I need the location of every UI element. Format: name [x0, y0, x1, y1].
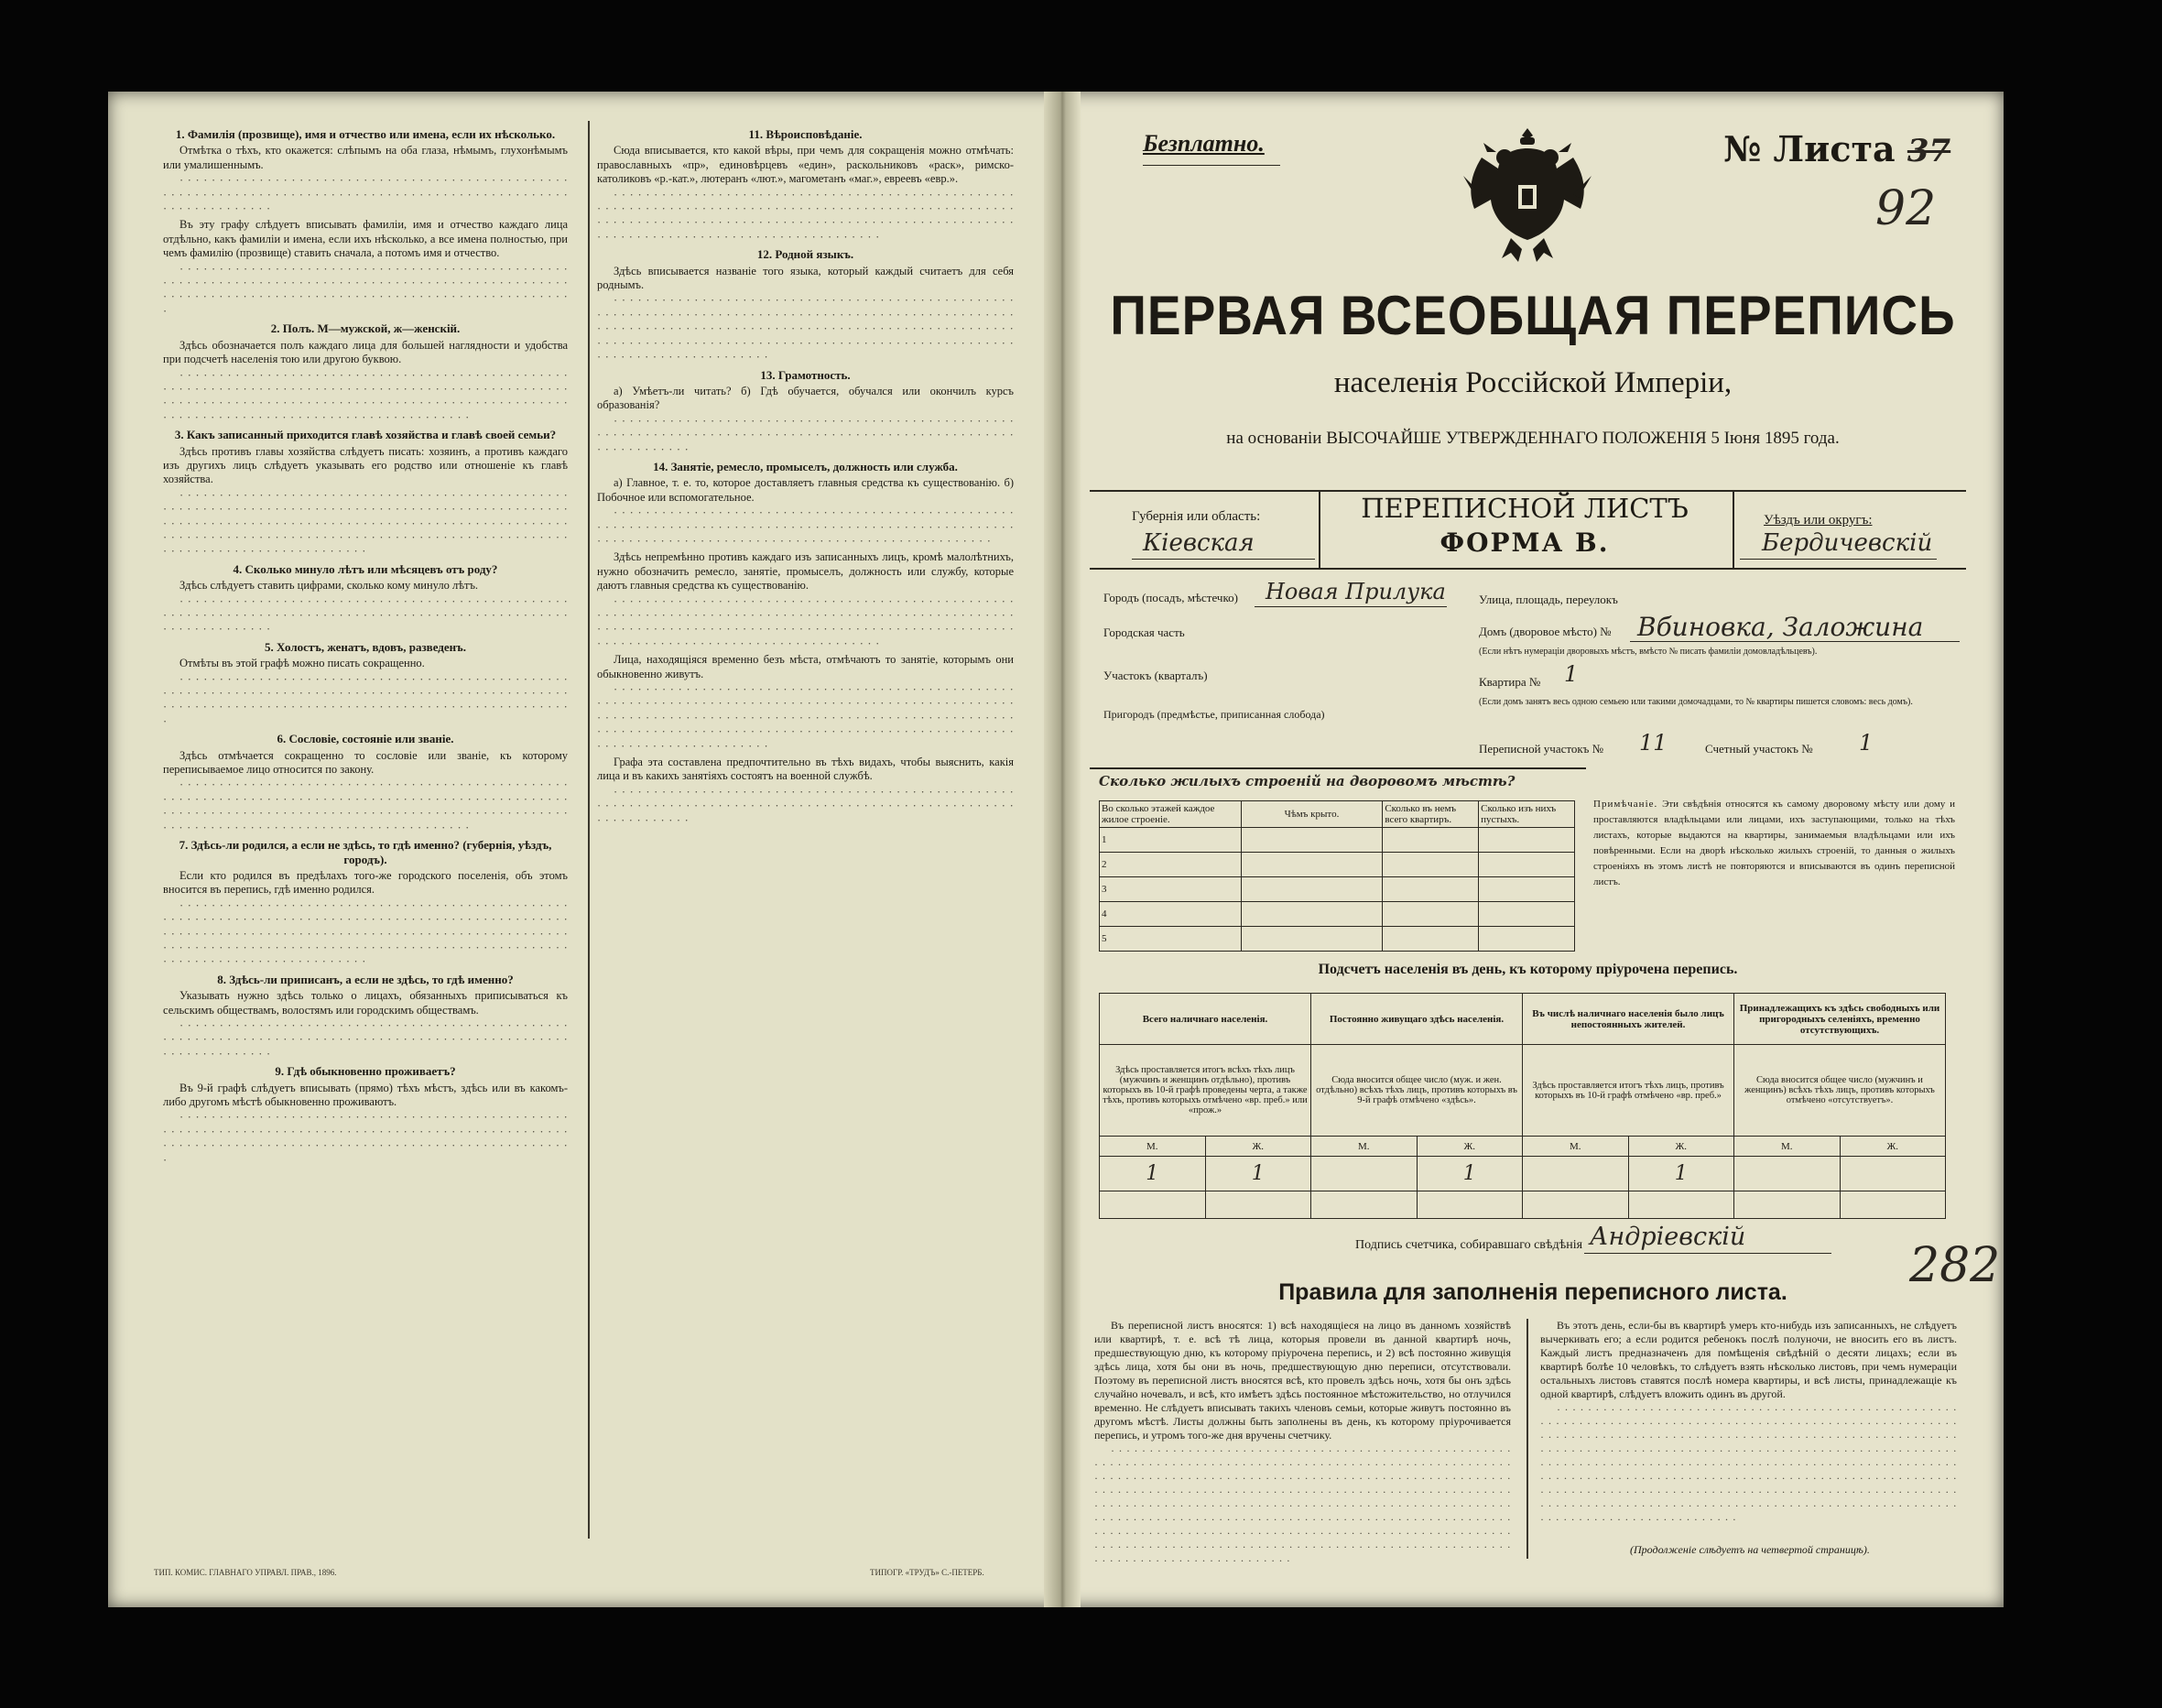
instruction-text: Отмѣтка о тѣхъ, кто окажется: слѣпымъ на оба глаза, нѣмымъ, глухонѣмымъ или умалишеннымъ.	[163, 144, 568, 171]
instruction-text: Здѣсь противъ главы хозяйства слѣдуетъ писать: хозяинъ, а противъ каждаго изъ другихъ лицъ слѣдуетъ указывать его родство или отношеніе къ главѣ хозяйства.	[163, 444, 568, 486]
buildings-heading: Сколько жилыхъ строеній на дворовомъ мѣстѣ?	[1099, 773, 1516, 789]
buildings-col1-header: Во сколько этажей каждое жилое строеніе.	[1100, 801, 1242, 828]
imprint-left: ТИП. КОМИС. ГЛАВНАГО УПРАВЛ. ПРАВ., 1896.	[154, 1568, 337, 1577]
instruction-text: Если кто родился въ предѣлахъ того-же городского поселенія, объ этомъ вносится въ перепись, гдѣ именно родился.	[163, 868, 568, 897]
count-col1-desc: Здѣсь проставляется итогъ всѣхъ тѣхъ лицъ (мужчинъ и женщинъ отдѣльно), противъ которыхъ въ 10-й графѣ проведены черта, а также тѣхъ, противъ которыхъ отмѣчено «вр. преб.» или «прож.»	[1100, 1045, 1311, 1137]
instruction-text: Графа эта составлена предпочтительно въ тѣхъ видахъ, чтобы выяснить, какія лица и въ какихъ занятіяхъ состоятъ на военной службѣ.	[597, 756, 1014, 783]
illegible-small-print: · · · · · · · · · · · · · · · · · · · · · · · · · · · · · · · · · · · · · · · · · · · · · · · · · · · · · · · · · · · · · · · · · · · · · · · · · · · · · · · · · · · · · · · · · · · · · · · · · · · · · · · · · · · · · · · · · · · · · · · · · · · · · · · · · · · · · · · · · · · · · · · · · · · · · · · ·	[597, 506, 1014, 548]
instruction-text: а) Умѣетъ-ли читать? б) Гдѣ обучается, обучался или окончилъ курсъ образованія?	[597, 384, 1014, 412]
illegible-small-print: · · · · · · · · · · · · · · · · · · · · · · · · · · · · · · · · · · · · · · · · · · · · · · · · · · · · · · · · · · · · · · · · · · · · · · · · · · · · · · · · · · · · · · · · · · · · · · · · · · · · · · · · · · · · · · · · · · · · · · · · · · · · · · · · · · · · · · · · · · · · · · · · · · · · · · · · · · · · · · · · · · · · · · · · · · · · · · · · · · · · · · · · · · · · · ·	[163, 368, 568, 424]
row-number: 4	[1100, 902, 1242, 927]
count-col4-title: Принадлежащихъ къ здѣсь свободныхъ или пригородныхъ селеніяхъ, временно отсутствующихъ.	[1734, 994, 1946, 1045]
census-section-label: Переписной участокъ №	[1479, 742, 1604, 756]
imprint-right: ТИПОГР. «ТРУДЪ» С.-ПЕТЕРБ.	[870, 1568, 984, 1577]
enumerator-signature: Андріевскій	[1590, 1223, 1746, 1251]
illegible-small-print: · · · · · · · · · · · · · · · · · · · · · · · · · · · · · · · · · · · · · · · · · · · · · · · · · · · · · · · · · · · · · · · · · · · · · · · · · · · · · · · · · · · · · · · · · · · · · · · · · · · · · · · · · · · · · · · · · · · · · · · · · · · · · · · · · · · · · · · · · · · · · · · · · · · · · · · · · · · · · · · · · · · · · · · · · · · · · · · · · · · · · · · · · · · · · · · · · · · · · · · · · · · · · · · · · · · · · · · · · · · · · · · · · · · ·	[597, 683, 1014, 753]
row-number: 1	[1100, 828, 1242, 853]
instruction-text: Здѣсь непремѣнно противъ каждаго изъ записанныхъ лицъ, кромѣ малолѣтнихъ, нужно обозначить ремесло, занятіе, промыселъ, должность или службу, которые даютъ главныя средства къ существованію.	[597, 550, 1014, 593]
instruction-text: Лица, находящіяся временно безъ мѣста, отмѣчаютъ то занятіе, которымъ они обыкновенно живутъ.	[597, 653, 1014, 680]
instruction-heading: 3. Какъ записанный приходится главѣ хозяйства и главѣ своей семьи?	[174, 428, 557, 442]
female-header: Ж.	[1205, 1137, 1311, 1157]
illegible-small-print: · · · · · · · · · · · · · · · · · · · · · · · · · · · · · · · · · · · · · · · · · · · · · · · · · · · · · · · · · · · · · · · · · · · · · · · · · · · · · · · · · · · · · · · · · · · · · · · · · · · · · · · · · · · · · · · · · · · · · · · · · · · · · · · · · · · · · · · · · · · · · · · · · · · · · · · ·	[163, 1111, 568, 1167]
instruction-heading: 12. Родной языкъ.	[756, 247, 854, 262]
table-row	[1100, 853, 1575, 877]
row-number: 3	[1100, 877, 1242, 902]
instruction-heading: 6. Сословіе, состояніе или званіе.	[277, 732, 454, 746]
illegible-small-print: · · · · · · · · · · · · · · · · · · · · · · · · · · · · · · · · · · · · · · · · · · · · · · · · · · · · · · · · · · · · · · · · · · · · · · · · · · · · · · · · · · · · · · · · · · · · · · · · · · · · · · · · · · · · · · · · · · · · · · · · · · · · · · · · · · · · · · · · · · · · · · · · · · · · · · · · · · · · · · · · · · · · · · · · · · · · · · · · · · · · · · · · · · · · · · · · · · · · · · · · · · · · · · · · · · · · · · · · · · · · · · · · · · · ·	[163, 898, 568, 969]
rules-continuation-2: · · · · · · · · · · · · · · · · · · · · · · · · · · · · · · · · · · · · · · · · · · · · · · · · · · · · · · · · · · · · · · · · · · · · · · · · · · · · · · · · · · · · · · · · · · · · · · · · · · · · · · · · · · · · · · · · · · · · · · · · · · · · · · · · · · · · · · · · · · · · · · · · · · · · · · · · · · · · · · · · · · · · · · · · · · · · · · · · · · · · · · · · · · · · · · · · · · · · · · · · · · · · · · · · · · · · · · · · · · · · · · · · · · · · · · · · · · · · · · · · · · · · · · · · · · · · · · · · · · · · · · · · · · · · · · · · · · · · · · · · · · · · · · · · · · · · · · · · · · · · · · · · · · · · · · · · · · · · · · · · · · · · · · · · · · · · · · · · · · · · · · · · · · · · · · · · · · · · · · · · · · · · · · · · · · · · · · · · · · · · · · · · · · · · · · · · · · · · · · · · · · · · · · · · · · · · · · · · · · · · · · · · · · · · · · · · · · · · · · · · · · · · · · · · · · · · · · · ·	[1540, 1403, 1957, 1526]
count-section-value: 1	[1859, 730, 1874, 756]
buildings-col3-header: Сколько въ немъ всего квартиръ.	[1383, 801, 1479, 828]
instruction-heading: 1. Фамилія (прозвище), имя и отчество или имена, если их нѣсколько.	[175, 127, 556, 141]
buildings-table	[1099, 800, 1575, 952]
female-header: Ж.	[1628, 1137, 1734, 1157]
count-value: 1	[1628, 1157, 1734, 1191]
note-title: Примѣчаніе.	[1593, 799, 1658, 810]
male-header: М.	[1523, 1137, 1629, 1157]
illegible-small-print: · · · · · · · · · · · · · · · · · · · · · · · · · · · · · · · · · · · · · · · · · · · · · · · · · · · · · · · · · · · · · · · · · · · · · · · · · · · · · · · · · · · · · · · · · · · · · · · · · · · · · · · · · · · · · · · · · ·	[597, 785, 1014, 827]
suburb-label: Пригородъ (предмѣстье, приписанная слобода)	[1103, 708, 1325, 721]
instruction-text: Указывать нужно здѣсь только о лицахъ, обязанныхъ приписываться къ сельскимъ обществамъ, волостямъ или городскимъ обществамъ.	[163, 989, 568, 1017]
yard-underline	[1630, 641, 1960, 642]
note-text: Эти свѣдѣнія относятся къ самому дворовому мѣсту или дому и проставляются владѣльцами или лицами, ихъ заступающими, только на тѣхъ листахъ, которые выдаются на квартиры, занимаемыя владѣльцами или ихъ повѣренными. Если на дворѣ нѣсколько жилыхъ строеній, то данныя о жилыхъ строеніяхъ въ этомъ листѣ не повторяются и вписываются въ одинъ переписной листъ.	[1593, 799, 1956, 887]
illegible-small-print: · · · · · · · · · · · · · · · · · · · · · · · · · · · · · · · · · · · · · · · · · · · · · · · · · · · · · · · · · · · · · · · · · · · · · · · · · · · · · · · · · · · · · · · · · · · · · · · · · · · · · · · · · · · · · · · · · ·	[163, 1018, 568, 1061]
instruction-text: Здѣсь вписывается названіе того языка, который каждый считаетъ для себя роднымъ.	[597, 264, 1014, 292]
rules-text-1: Въ переписной листъ вносятся: 1) всѣ находящіеся на лицо въ данномъ хозяйствѣ или квартирѣ, т. е. всѣ тѣ лица, которыя провели въ данной квартирѣ ночь, предшествующую дню, къ которому пріурочена перепись, и 2) всѣ постоянно живущія здѣсь лица, хотя бы они въ ночь, предшествующую дню переписи, отсутствовали. Поэтому въ переписной листъ вносятся всѣ, кто провелъ здѣсь ночь, хотя бы онъ здѣсь случайно ночевалъ, и всѣ, кто имѣетъ здѣсь постоянное мѣстожительство, но отлучился временно. Не слѣдуетъ вписывать такихъ членовъ семьи, которые живутъ постоянно въ другомъ мѣстѣ. Листы должны быть заполнены въ день, къ которому пріурочивается перепись, и утромъ того-же дня вручены счетчику.	[1094, 1319, 1511, 1441]
count-section-label: Счетный участокъ №	[1705, 742, 1813, 756]
instruction-heading: 13. Грамотность.	[760, 367, 851, 382]
instruction-text: Здѣсь отмѣчается сокращенно то сословіе или званіе, къ которому переписываемое лицо относится по закону.	[163, 748, 568, 777]
table-row	[1100, 902, 1575, 927]
instruction-heading: 11. Вѣроисповѣданіе.	[748, 127, 863, 141]
count-value	[1840, 1157, 1946, 1191]
illegible-small-print: · · · · · · · · · · · · · · · · · · · · · · · · · · · · · · · · · · · · · · · · · · · · · · · · · · · · · · · · · · · · · · · · · · · · · · · · · · · · · · · · · · · · · · · · · · · · · · · · · · · · · · · · · · · · · · · · · · · · · · · · · · · · · · · · · · · · · · · · · · · · · · · · · · · · · · · · · · · · · · · · · · · · · · · · · · · · · · · · · · · · · · · · · · · · · ·	[597, 594, 1014, 650]
yard-label: Домъ (дворовое мѣсто) №	[1479, 625, 1612, 638]
rules-column-1	[1094, 1319, 1511, 1567]
count-value	[1311, 1157, 1418, 1191]
instruction-heading: 14. Занятіе, ремесло, промыселъ, должность или служба.	[653, 459, 958, 473]
instruction-text: а) Главное, т. е. то, которое доставляетъ главныя средства къ существованію. б) Побочное или вспомогательное.	[597, 476, 1014, 504]
buildings-top-rule	[1090, 767, 1586, 771]
guberniya-underline	[1132, 559, 1315, 560]
double-headed-eagle-emblem	[1454, 121, 1601, 273]
illegible-small-print: · · · · · · · · · · · · · · · · · · · · · · · · · · · · · · · · · · · · · · · · · · · · · · · · · · · · · · · · · · · · · · · · · · · · · · · · · · · · · · · · · · · · · · · · · · · · · · · · · · · · · · · · · · · · · · · · · · · · · · · · · · · · · · · · · · · · · · · · · · · · · · · · · · · · · · · ·	[163, 672, 568, 728]
uezd-underline	[1740, 559, 1937, 560]
count-value: 1	[1205, 1157, 1311, 1191]
city-part-label: Городская часть	[1103, 626, 1185, 639]
district-label: Участокъ (кварталъ)	[1103, 669, 1208, 682]
sheet-number-struck: 37	[1907, 133, 1951, 169]
count-value	[1523, 1157, 1629, 1191]
rules-title: Правила для заполненія переписного листа.	[1278, 1279, 1787, 1305]
count-col2-desc: Сюда вносится общее число (муж. и жен. отдѣльно) всѣхъ тѣхъ лицъ, противъ которыхъ въ 9-й графѣ отмѣчено «здѣсь».	[1311, 1045, 1523, 1137]
illegible-small-print: · · · · · · · · · · · · · · · · · · · · · · · · · · · · · · · · · · · · · · · · · · · · · · · · · · · · · · · · · · · · · · · · · · · · · · · · · · · · · · · · · · · · · · · · · · · · · · · · · · · · · · · · · · · · · · · · · · · · · · · · · · · · · · · · · · · · · · · · · · · · · · · · · · · · · · · · · · · · · · · · · · · · · · · · · · · · · · · · · · · · · · · · · · · · · ·	[163, 778, 568, 834]
male-header: М.	[1734, 1137, 1841, 1157]
uezd-value: Бердичевскій	[1762, 529, 1933, 557]
census-section-value: 11	[1639, 730, 1668, 756]
rules-divider	[1526, 1319, 1528, 1559]
count-value: 1	[1417, 1157, 1523, 1191]
illegible-small-print: · · · · · · · · · · · · · · · · · · · · · · · · · · · · · · · · · · · · · · · · · · · · · · · · · · · · · · · · · · · · · · · · · · · · · · · · · · · · · · · · · · · · · · · · · · · · · · · · · · · · · · · · · · · · · · · · · · · · · · · · · · · · · · · · · · · · · · · · · · · · · · · · · · · · · · · ·	[163, 262, 568, 318]
rules-continuation-1: · · · · · · · · · · · · · · · · · · · · · · · · · · · · · · · · · · · · · · · · · · · · · · · · · · · · · · · · · · · · · · · · · · · · · · · · · · · · · · · · · · · · · · · · · · · · · · · · · · · · · · · · · · · · · · · · · · · · · · · · · · · · · · · · · · · · · · · · · · · · · · · · · · · · · · · · · · · · · · · · · · · · · · · · · · · · · · · · · · · · · · · · · · · · · · · · · · · · · · · · · · · · · · · · · · · · · · · · · · · · · · · · · · · · · · · · · · · · · · · · · · · · · · · · · · · · · · · · · · · · · · · · · · · · · · · · · · · · · · · · · · · · · · · · · · · · · · · · · · · · · · · · · · · · · · · · · · · · · · · · · · · · · · · · · · · · · · · · · · · · · · · · · · · · · · · · · · · · · · · · · · · · · · · · · · · · · · · · · · · · · · · · · · · · · · · · · · · · · · · · · · · · · · · · · · · · · · · · · · · · · · · · · · · · · · · · · · · · · · · · · · · · · · · · · · · · · · · ·	[1094, 1444, 1511, 1567]
signature-underline	[1584, 1253, 1831, 1254]
rules-footer: (Продолженіе слѣдуетъ на четвертой страницѣ).	[1630, 1543, 1870, 1556]
count-value	[1734, 1157, 1841, 1191]
census-subtitle: населенія Россійской Имперіи,	[1333, 366, 1733, 399]
instruction-heading: 4. Сколько минуло лѣтъ или мѣсяцевъ отъ роду?	[233, 561, 498, 576]
count-col2-title: Постоянно живущаго здѣсь населенія.	[1311, 994, 1523, 1045]
instructions-column-2	[597, 125, 1014, 1535]
form-letter: ФОРМА В.	[1440, 528, 1610, 558]
male-header: М.	[1100, 1137, 1206, 1157]
female-header: Ж.	[1417, 1137, 1523, 1157]
column-divider	[588, 121, 590, 1539]
count-col4-desc: Сюда вносится общее число (мужчинъ и женщинъ) всѣхъ тѣхъ лицъ, противъ которыхъ отмѣчено «отсутствуетъ».	[1734, 1045, 1946, 1137]
row-number: 5	[1100, 927, 1242, 952]
instruction-text: Отмѣты въ этой графѣ можно писать сокращенно.	[179, 657, 425, 670]
instruction-text: Въ эту графу слѣдуетъ вписывать фамиліи, имя и отчество каждаго лица отдѣльно, какъ фамиліи и имена, если ихъ нѣсколько, а все имена полностью, при чемъ фамилію (прозвище) ставить сначала, а потомъ имя и отчество.	[163, 218, 568, 260]
table-row	[1100, 828, 1575, 853]
city-label: Городъ (посадъ, мѣстечко)	[1103, 591, 1238, 604]
illegible-small-print: · · · · · · · · · · · · · · · · · · · · · · · · · · · · · · · · · · · · · · · · · · · · · · · · · · · · · · · · · · · · · · · · · · · · · · · · · · · · · · · · · · · · · · · · · · · · · · · · · · · · · · · · · · · · · · · · · · · · · · · · · · · · · · · · · · · · · · · · · · · · · · · · · · · · · · · · · · · · · · · · · · · · · · · · · · · · · · · · · · · · · · · · · · · · · · · · · · · · · · · · · · · · · · · · · · · · · · · · · · · · · · · · · · · ·	[597, 294, 1014, 364]
count-col1-title: Всего наличнаго населенія.	[1100, 994, 1311, 1045]
count-col3-title: Въ числѣ наличнаго населенія было лицъ непостоянныхъ жителей.	[1523, 994, 1734, 1045]
illegible-small-print: · · · · · · · · · · · · · · · · · · · · · · · · · · · · · · · · · · · · · · · · · · · · · · · · · · · · · · · · · · · · · · · · · · · · · · · · · · · · · · · · · · · · · · · · · · · · · · · · · · · · · · · · · · · · · · · · · · · · · · · · · · · · · · · · · · · · · · · · · · · · · · · · · · · · · · · · · · · · · · · · · · · · · · · · · · · · · · · · · · · · · · · · · · · · · ·	[597, 188, 1014, 244]
city-value: Новая Прилука	[1266, 579, 1446, 604]
city-underline	[1255, 606, 1447, 607]
table-row	[1100, 877, 1575, 902]
instruction-heading: 2. Полъ. М—мужской, ж—женскій.	[270, 321, 461, 336]
illegible-small-print: · · · · · · · · · · · · · · · · · · · · · · · · · · · · · · · · · · · · · · · · · · · · · · · · · · · · · · · · · · · · · · · · · · · · · · · · · · · · · · · · · · · · · · · · · · · · · · · · · · · · · · · · · · · · · · · · · · · · · · · · · · · · · · · · · · · · · · · · · · · · · · · · · · · · · · · · · · · · · · · · · · · · · · · · · · · · · · · · · · · · · · · · · · · · · · · · · · · · · · · · · · · · · · · · · · · · · · · · · · · · · · · · · · · ·	[163, 488, 568, 559]
count-col3-desc: Здѣсь проставляется итогъ тѣхъ лицъ, противъ которыхъ въ 10-й графѣ отмѣчено «вр. преб.»	[1523, 1045, 1734, 1137]
guberniya-label: Губернія или область:	[1132, 509, 1261, 524]
instruction-text: Сюда вписывается, кто какой вѣры, при чемъ для сокращенія можно отмѣчать: православныхъ «пр», единовѣрцевъ «един», раскольниковъ «раск», римско-католиковъ «р.-кат.», лютеранъ «лют.», магометанъ «маг.», евреевъ «евр.».	[597, 144, 1014, 186]
instruction-text: Здѣсь слѣдуетъ ставить цифрами, сколько кому минуло лѣтъ.	[179, 579, 479, 593]
instruction-text: Здѣсь обозначается полъ каждаго лица для большей наглядности и удобства при подсчетѣ населенія тою или другою буквою.	[163, 338, 568, 366]
census-legal-basis: на основаніи ВЫСОЧАЙШЕ УТВЕРЖДЕННАГО ПОЛОЖЕНІЯ 5 Іюня 1895 года.	[1226, 429, 1840, 448]
rules-text-2: Въ этотъ день, если-бы въ квартирѣ умеръ кто-нибудь изъ записанныхъ, не слѣдуетъ вычеркивать его; а если родится ребенокъ послѣ полуночи, не вносить его въ листъ. Каждый листъ предназначенъ для помѣщенія свѣдѣній о десяти лицахъ; если въ квартирѣ болѣе 10 человѣкъ, то слѣдуетъ взять нѣсколько листовъ, при чемъ нумераціи остальныхъ листовъ ставятся послѣ номера квартиры, и всѣ листы, принадлежащіе къ одной квартирѣ, слѣдуетъ вложить одинъ въ другой.	[1540, 1319, 1957, 1400]
instruction-text: Въ 9-й графѣ слѣдуетъ вписывать (прямо) тѣхъ мѣстъ, здѣсь или въ какомъ-либо другомъ мѣстѣ обыкновенно проживаютъ.	[163, 1081, 568, 1108]
row-number: 2	[1100, 853, 1242, 877]
census-title: ПЕРВАЯ ВСЕОБЩАЯ ПЕРЕПИСЬ	[1110, 283, 1956, 347]
apartment-note: (Если домъ занятъ весь одною семьею или такими домочадцами, то № квартиры пишется словомъ: весь домъ).	[1479, 697, 1913, 707]
instruction-heading: 7. Здѣсь-ли родился, а если не здѣсь, то гдѣ именно? (губернія, уѣздъ, городъ).	[179, 838, 552, 866]
count-heading: Подсчетъ населенія въ день, къ которому пріурочена перепись.	[1318, 962, 1738, 977]
apartment-value: 1	[1564, 661, 1579, 687]
sheet-number-handwritten: 92	[1875, 181, 1937, 236]
illegible-small-print: · · · · · · · · · · · · · · · · · · · · · · · · · · · · · · · · · · · · · · · · · · · · · · · · · · · · · · · · · · · · · · · · · · · · · · · · · · · · · · · · · · · · · · · · · · · · · · · · · · · · · · · · · · · · · · · · · ·	[163, 174, 568, 216]
instruction-heading: 9. Гдѣ обыкновенно проживаетъ?	[275, 1064, 456, 1079]
female-header: Ж.	[1840, 1137, 1946, 1157]
form-title: ПЕРЕПИСНОЙ ЛИСТЪ	[1361, 493, 1689, 524]
instruction-heading: 8. Здѣсь-ли приписанъ, а если не здѣсь, то гдѣ именно?	[217, 972, 514, 986]
instructions-column-1	[163, 125, 568, 1535]
rules-column-2	[1540, 1319, 1957, 1537]
illegible-small-print: · · · · · · · · · · · · · · · · · · · · · · · · · · · · · · · · · · · · · · · · · · · · · · · · · · · · · · · · · · · · · · · · · · · · · · · · · · · · · · · · · · · · · · · · · · · · · · · · · · · · · · · · · · · · · · · · · ·	[163, 594, 568, 636]
sheet-label: № Листа	[1723, 128, 1896, 169]
yard-value: Вбиновка, Заложина	[1637, 612, 1924, 642]
apartment-label: Квартира №	[1479, 675, 1541, 689]
uezd-label: Уѣздъ или округъ:	[1764, 513, 1873, 528]
instruction-heading: 5. Холостъ, женатъ, вдовъ, разведенъ.	[265, 639, 466, 654]
table-row	[1100, 927, 1575, 952]
population-count-table	[1099, 993, 1946, 1219]
illegible-small-print: · · · · · · · · · · · · · · · · · · · · · · · · · · · · · · · · · · · · · · · · · · · · · · · · · · · · · · · · · · · · · · · · · · · · · · · · · · · · · · · · · · · · · · · · · · · · · · · · · · · · · · · · · · · · · · · · · ·	[597, 414, 1014, 456]
guberniya-value: Кіевская	[1143, 529, 1255, 557]
sheet-number-label	[1723, 128, 1950, 169]
street-label: Улица, площадь, переулокъ	[1479, 593, 1618, 606]
count-value: 1	[1100, 1157, 1206, 1191]
yard-note: (Если нѣтъ нумераціи дворовыхъ мѣстъ, вмѣсто № писать фамиліи домовладѣльцевъ).	[1479, 647, 1818, 657]
buildings-note	[1593, 797, 1955, 890]
enumerator-label: Подпись счетчика, собиравшаго свѣдѣнія	[1355, 1238, 1583, 1252]
page-number-handwritten: 282	[1909, 1238, 2001, 1293]
buildings-col4-header: Сколько изъ нихъ пустыхъ.	[1479, 801, 1575, 828]
male-header: М.	[1311, 1137, 1418, 1157]
free-label: Безплатно.	[1143, 130, 1265, 157]
buildings-col2-header: Чѣмъ крыто.	[1241, 801, 1383, 828]
free-underline	[1143, 165, 1280, 166]
